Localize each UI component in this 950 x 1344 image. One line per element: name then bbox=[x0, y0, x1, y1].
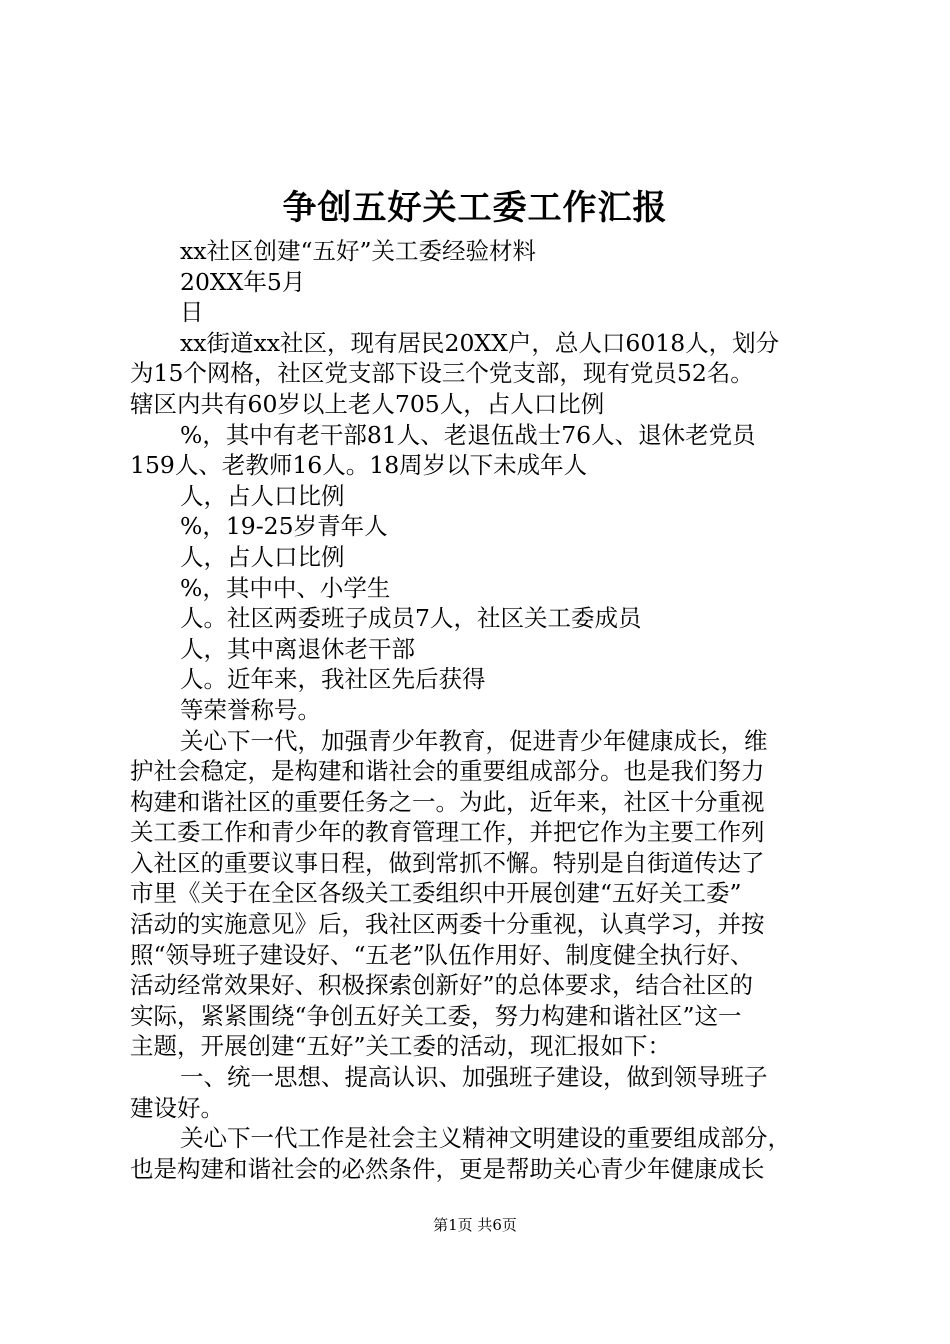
text-line: %，其中有老干部81人、老退伍战士76人、退休老党员 bbox=[180, 420, 756, 449]
text-line: 159人、老教师16人。18周岁以下未成年人 bbox=[130, 451, 588, 480]
document-title: 争创五好关工委工作汇报 bbox=[282, 188, 668, 228]
text-line: 市里《关于在全区各级关工委组织中开展创建“五好关工委” bbox=[130, 879, 742, 908]
text-line: 关心下一代工作是社会主义精神文明建设的重要组成部分， bbox=[180, 1124, 791, 1153]
text-line: 护社会稳定，是构建和谐社会的重要组成部分。也是我们努力 bbox=[130, 757, 765, 786]
text-line: xx社区创建“五好”关工委经验材料 bbox=[180, 237, 537, 265]
text-line: 人。社区两委班子成员7人，社区关工委成员 bbox=[180, 604, 642, 633]
text-line: 20XX年5月 bbox=[180, 267, 306, 296]
text-line: 实际，紧紧围绕“争创五好关工委，努力构建和谐社区”这一 bbox=[130, 1001, 742, 1030]
text-line: 人，占人口比例 bbox=[180, 542, 345, 571]
page-footer: 第1页 共6页 bbox=[433, 1216, 517, 1234]
text-line: xx街道xx社区，现有居民20XX户，总人口6018人，划分 bbox=[180, 328, 780, 357]
text-line: 关心下一代，加强青少年教育，促进青少年健康成长，维 bbox=[180, 726, 768, 755]
text-line: 建设好。 bbox=[130, 1093, 224, 1122]
text-line: 主题，开展创建“五好”关工委的活动，现汇报如下： bbox=[130, 1032, 672, 1061]
text-line: 一、统一思想、提高认识、加强班子建设，做到领导班子 bbox=[180, 1063, 768, 1092]
text-line: 关工委工作和青少年的教育管理工作，并把它作为主要工作列 bbox=[130, 818, 765, 847]
text-line: 辖区内共有60岁以上老人705人，占人口比例 bbox=[130, 389, 605, 418]
text-line: 构建和谐社区的重要任务之一。为此，近年来，社区十分重视 bbox=[130, 787, 765, 816]
text-line: 入社区的重要议事日程，做到常抓不懈。特别是自街道传达了 bbox=[130, 848, 765, 877]
text-line: %，19-25岁青年人 bbox=[180, 512, 388, 541]
text-line: 为15个网格，社区党支部下设三个党支部，现有党员52名。 bbox=[130, 359, 754, 388]
text-line: 活动经常效果好、积极探索创新好”的总体要求，结合社区的 bbox=[130, 971, 754, 1000]
text-line: 等荣誉称号。 bbox=[180, 695, 321, 724]
document-body bbox=[130, 236, 835, 1184]
text-line: 活动的实施意见》后，我社区两委十分重视，认真学习，并按 bbox=[130, 910, 765, 939]
text-line: 人。近年来，我社区先后获得 bbox=[180, 665, 486, 694]
text-line: 也是构建和谐社会的必然条件，更是帮助关心青少年健康成长 bbox=[130, 1154, 765, 1183]
text-line: 人，占人口比例 bbox=[180, 481, 345, 510]
text-line: %，其中中、小学生 bbox=[180, 573, 391, 602]
text-line: 日 bbox=[180, 298, 204, 327]
text-line: 照“领导班子建设好、“五老”队伍作用好、制度健全执行好、 bbox=[130, 940, 754, 969]
text-line: 人，其中离退休老干部 bbox=[180, 634, 415, 663]
